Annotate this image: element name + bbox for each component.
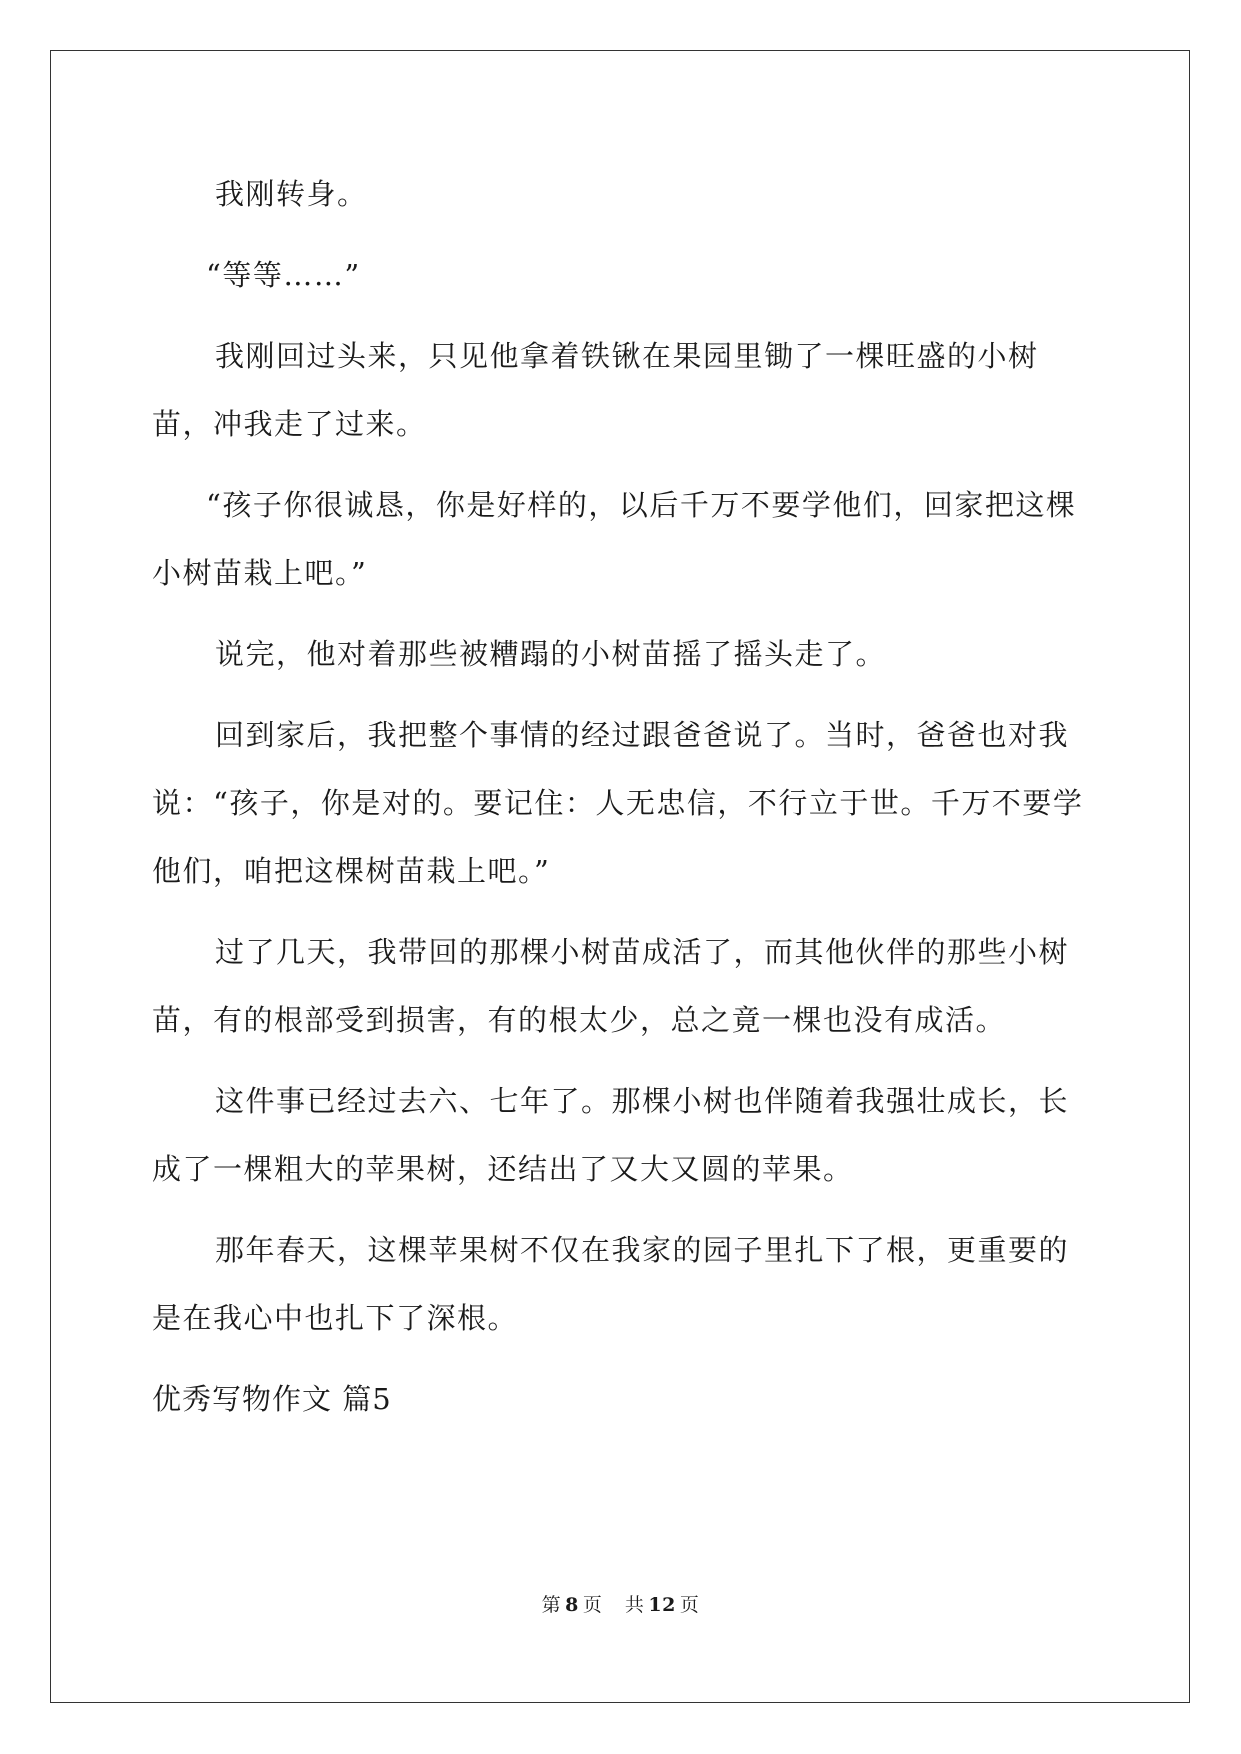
total-suffix: 页 [679,1594,700,1616]
paragraph: 我刚回过头来，只见他拿着铁锹在果园里锄了一棵旺盛的小树苗，冲我走了过来。 [152,339,1039,441]
document-body [152,160,1092,1433]
paragraph: 回到家后，我把整个事情的经过跟爸爸说了。当时，爸爸也对我说：“孩子，你是对的。要记住：人无忠信，不行立于世。千万不要学他们，咱把这棵树苗栽上吧。” [152,718,1084,888]
page-footer [0,1590,1241,1617]
section-title: 优秀写物作文 篇5 [152,1382,392,1416]
paragraph: 说完，他对着那些被糟蹋的小树苗摇了摇头走了。 [215,637,887,671]
page-prefix: 第 [541,1594,562,1616]
paragraph: 过了几天，我带回的那棵小树苗成活了，而其他伙伴的那些小树苗，有的根部受到损害，有的根太少，总之竟一棵也没有成活。 [152,935,1070,1037]
page-number [538,1594,607,1616]
total-count: 12 [648,1594,676,1616]
paragraph: 那年春天，这棵苹果树不仅在我家的园子里扎下了根，更重要的是在我心中也扎下了深根。 [152,1233,1070,1335]
page-current: 8 [565,1594,579,1616]
page-total [621,1594,703,1616]
total-prefix: 共 [624,1594,645,1616]
paragraph: 这件事已经过去六、七年了。那棵小树也伴随着我强壮成长，长成了一棵粗大的苹果树，还结出了又大又圆的苹果。 [152,1084,1070,1186]
paragraph: “等等……” [206,258,361,292]
page-suffix: 页 [582,1594,603,1616]
paragraph: “孩子你很诚恳，你是好样的，以后千万不要学他们，回家把这棵小树苗栽上吧。” [152,488,1077,590]
paragraph: 我刚转身。 [215,177,368,211]
